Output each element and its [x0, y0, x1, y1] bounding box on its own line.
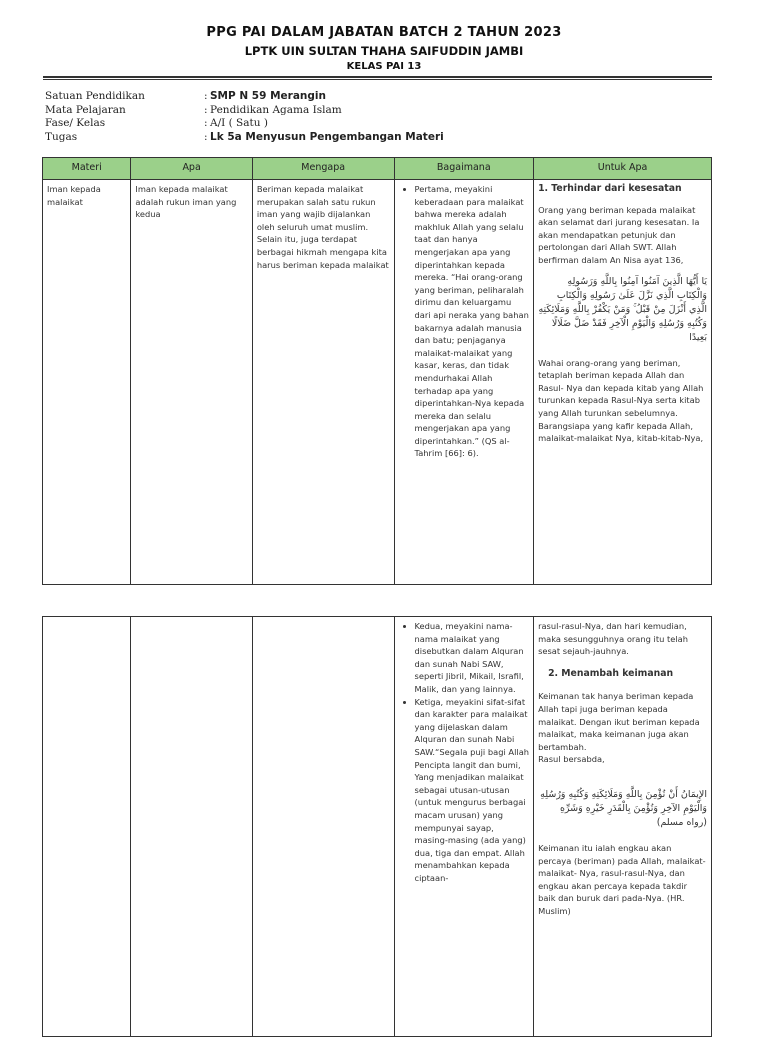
header-divider — [43, 76, 712, 78]
info-label: Fase/ Kelas — [45, 117, 106, 129]
bagaimana-point-3: • Ketiga, meyakini sifat-sifat dan karakter para malaikat yang dijelaskan dalam Alquran dan sunah Nabi SAW.“Segala puji bagi Allah Pencipta langit dan bumi, Yang menjadikan malaikat sebagai utusan-utusan (untuk mengurus berbagai macam urusan) yang mempunyai sayap, masing-masing (ada yang) dua, tiga dan empat. Allah menambahkan kepada ciptaan- — [415, 696, 530, 885]
info-colon: : — [204, 117, 208, 129]
benefit-title-2: 2. Menambah keimanan — [548, 667, 674, 679]
institution-name: LPTK UIN SULTAN THAHA SAIFUDDIN JAMBI — [244, 44, 524, 58]
info-label: Satuan Pendidikan — [45, 90, 145, 102]
info-colon: : — [204, 90, 208, 102]
table-row — [43, 617, 712, 1037]
bagaimana-point-2: • Kedua, meyakini nama- nama malaikat yang disebutkan dalam Alquran dan sunah Nabi SAW, seperti Jibril, Mikail, Israfil, Malik, dan yang lainnya. — [415, 620, 530, 696]
cell-untuk-apa — [534, 617, 712, 1037]
benefit-text: Keimanan tak hanya beriman kepada Allah tapi juga beriman kepada malaikat. Dengan ikut beriman kepada malaikat, maka keimanan juga akan bertambah. — [538, 691, 700, 752]
hadith-translation: Keimanan itu ialah engkau akan percaya (beriman) pada Allah, malaikat-malaikat- Nya, rasul-rasul-Nya, dan engkau akan percaya kepada takdir baik dan buruk dari pada-Nya. (HR. Muslim) — [538, 842, 706, 916]
col-header-bagaimana: Bagaimana — [394, 158, 534, 180]
cell-apa: Iman kepada malaikat adalah rukun iman yang kedua — [131, 180, 252, 585]
col-header-materi: Materi — [43, 158, 131, 180]
benefit-title-1: 1. Terhindar dari kesesatan — [538, 183, 682, 194]
cell-materi: Iman kepada malaikat — [43, 180, 131, 585]
arabic-verse: يَا أَيُّهَا الَّذِينَ آمَنُوا آمِنُوا بِاللَّهِ وَرَسُولِهِ وَالْكِتَابِ الَّذِي نَزَّلَ عَلَىٰ رَسُولِهِ وَالْكِتَابِ الَّذِي أَنْزَلَ مِنْ قَبْلُ ۚ وَمَنْ يَكْفُرْ بِاللَّهِ وَمَلَائِكَتِهِ وَكُتُبِهِ وَرُسُلِهِ وَالْيَوْمِ الْآخِرِ فَقَدْ ضَلَّ ضَلَالًا بَعِيدًا — [538, 275, 707, 343]
col-header-mengapa: Mengapa — [252, 158, 394, 180]
cell-mengapa-empty — [252, 617, 394, 1037]
col-header-apa: Apa — [131, 158, 252, 180]
col-header-untuk-apa: Untuk Apa — [534, 158, 712, 180]
cell-bagaimana — [394, 180, 534, 585]
bagaimana-point-1: • Pertama, meyakini keberadaan para malaikat bahwa mereka adalah makhluk Allah yang selalu taat dan hanya mengerjakan apa yang diperintahkan kepada mereka. “Hai orang-orang yang beriman, peliharalah dirimu dan keluargamu dari api neraka yang bahan bakarnya adalah manusia dan batu; penjaganya malaikat-malaikat yang kasar, keras, dan tidak mendurhakai Allah terhadap apa yang diperintahkan-Nya kepada mereka dan selalu mengerjakan apa yang diperintahkan.” (QS al- Tahrim [66]: 6). — [415, 183, 530, 460]
materi-table-page2 — [42, 616, 712, 1037]
info-value: Pendidikan Agama Islam — [210, 103, 342, 116]
benefit-text: Orang yang beriman kepada malaikat akan selamat dari jurang kesesatan. Ia akan mendapatkan petunjuk dan pertolongan dari Allah SWT. Allah berfirman dalam An Nisa ayat 136, — [538, 204, 700, 265]
hadith-intro: Rasul bersabda, — [538, 754, 605, 765]
info-value: SMP N 59 Merangin — [210, 90, 326, 102]
table-header-row — [43, 158, 712, 180]
verse-translation: Wahai orang-orang yang beriman, tetaplah beriman kepada Allah dan Rasul- Nya dan kepada kitab yang Allah turunkan kepada Rasul-Nya serta kitab yang Allah turunkan sebelumnya. Barangsiapa yang kafir kepada Allah, malaikat-malaikat Nya, kitab-kitab-Nya, — [538, 357, 704, 444]
header-divider-thin — [43, 79, 712, 80]
verse-translation-cont: rasul-rasul-Nya, dan hari kemudian, maka sesungguhnya orang itu telah sesat sejauh-jauhnya. — [538, 621, 689, 657]
cell-mengapa: Beriman kepada malaikat merupakan salah satu rukun iman yang wajib dijalankan oleh seluruh umat muslim. Selain itu, juga terdapat berbagai hikmah mengapa kita harus beriman kepada malaikat — [252, 180, 394, 585]
info-colon: : — [204, 103, 208, 116]
cell-materi-empty — [43, 617, 131, 1037]
info-value: A/I ( Satu ) — [210, 117, 268, 129]
arabic-hadith: الإِيمَانُ أَنْ تُؤْمِنَ بِاللَّهِ وَمَلَائِكَتِهِ وَكُتُبِهِ وَرُسُلِهِ وَالْيَوْمِ الآخِرِ وَتُؤْمِنَ بِالْقَدَرِ خَيْرِهِ وَشَرِّهِ (رواه مسلم) — [540, 788, 707, 828]
info-value: Lk 5a Menyusun Pengembangan Materi — [210, 130, 444, 143]
info-label: Tugas — [45, 130, 78, 143]
cell-untuk-apa — [534, 180, 712, 585]
info-colon: : — [204, 130, 208, 143]
class-name: KELAS PAI 13 — [346, 61, 422, 72]
document-title: PPG PAI DALAM JABATAN BATCH 2 TAHUN 2023 — [206, 25, 562, 40]
info-label: Mata Pelajaran — [45, 103, 126, 116]
cell-bagaimana — [394, 617, 534, 1037]
cell-apa-empty — [131, 617, 252, 1037]
table-row — [43, 180, 712, 585]
materi-table-page1 — [42, 157, 712, 585]
